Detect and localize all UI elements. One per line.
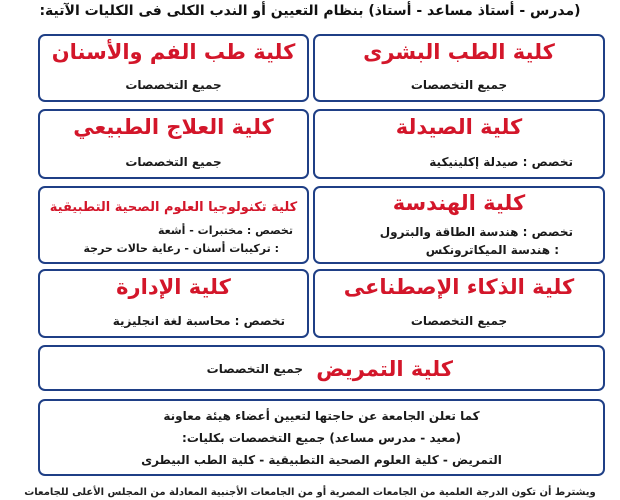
college-card-pharmacy	[313, 109, 605, 179]
college-name: كلية الصيدلة	[395, 115, 523, 139]
college-name: كلية الطب البشرى	[363, 40, 555, 64]
college-name: كلية تكنولوجيا العلوم الصحية التطبيقية	[49, 200, 298, 215]
college-card-dentistry	[38, 34, 309, 102]
college-spec-1: تخصص : مختبرات - أشعة	[157, 224, 293, 237]
college-card-management	[38, 269, 309, 338]
college-spec-1: تخصص : هندسة الطاقة والبترول	[379, 225, 573, 239]
college-card-engineering	[313, 186, 605, 264]
college-card-nursing	[38, 345, 605, 391]
college-spec: جميع التخصصات	[125, 78, 222, 92]
college-spec: جميع التخصصات	[206, 362, 303, 376]
college-name: كلية طب الفم والأسنان	[51, 40, 296, 64]
announcement-line-3: التمريض - كلية العلوم الصحية التطبيقية - كلية الطب البيطرى	[141, 453, 502, 467]
college-name: كلية العلاج الطبيعي	[73, 115, 274, 139]
college-name: كلية الإدارة	[116, 275, 231, 299]
college-card-ai	[313, 269, 605, 338]
header-text: (مدرس - أستاذ مساعد - أستاذ) بنظام التعيين أو الندب الكلى فى الكليات الآتية:	[39, 3, 581, 19]
college-spec-2: : تركيبات أسنان - رعاية حالات حرجة	[83, 242, 279, 255]
college-name: كلية التمريض	[316, 357, 453, 381]
announcement-box	[38, 399, 605, 476]
college-spec: جميع التخصصات	[125, 155, 222, 169]
college-spec: تخصص : صيدلة إكلينيكية	[429, 155, 573, 169]
college-card-health-tech	[38, 186, 309, 264]
college-spec: تخصص : محاسبة لغة انجليزية	[112, 314, 285, 328]
college-name: كلية الذكاء الإصطناعى	[343, 275, 575, 299]
college-name: كلية الهندسة	[392, 191, 526, 215]
college-card-medicine	[313, 34, 605, 102]
footer-text: ويشترط أن تكون الدرجة العلمية من الجامعات المصرية أو من الجامعات الأجنبية المعادلة من المجلس الأعلى للجامعات	[24, 487, 596, 498]
college-spec: جميع التخصصات	[410, 78, 508, 92]
college-spec-2: : هندسة الميكاترونكس	[425, 243, 559, 257]
announcement-line-2: (معيد - مدرس مساعد) جميع التخصصات بكليات:	[182, 431, 461, 445]
college-spec: جميع التخصصات	[410, 314, 508, 328]
announcement-line-1: كما تعلن الجامعة عن حاجتها لتعيين أعضاء هيئة معاونة	[163, 409, 480, 423]
college-card-physiotherapy	[38, 109, 309, 179]
